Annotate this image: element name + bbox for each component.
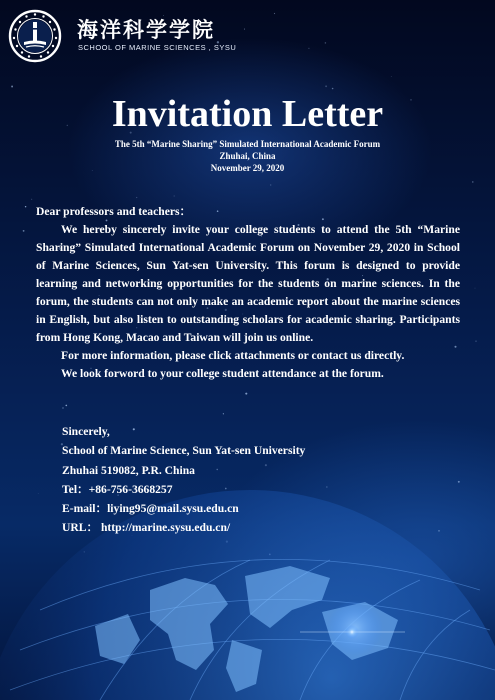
star (326, 486, 327, 487)
star (475, 341, 476, 342)
star (274, 13, 275, 14)
star (31, 199, 32, 200)
star (23, 230, 25, 232)
school-name-chinese: 海洋科学学院 (77, 18, 215, 42)
star (472, 181, 473, 182)
contact-paragraph: For more information, please click attachments or contact us directly. (61, 349, 405, 362)
star (62, 407, 64, 409)
star (391, 76, 392, 77)
signature-block (62, 422, 305, 538)
star (245, 393, 247, 395)
salutation: Dear professors and teachers： (36, 205, 192, 218)
star (438, 530, 439, 531)
forum-date: November 29, 2020 (210, 163, 285, 173)
forum-name: The 5th “Marine Sharing” Simulated International Academic Forum (114, 139, 381, 149)
letter-title: Invitation Letter (111, 93, 384, 135)
star (244, 29, 245, 30)
star (38, 493, 39, 494)
star (325, 42, 327, 44)
school-seal-icon (8, 9, 62, 63)
school-name-english: SCHOOL OF MARINE SCIENCES , SYSU (78, 43, 237, 52)
star (11, 86, 13, 88)
star (65, 405, 67, 407)
sender-name: School of Marine Science, Sun Yat-sen University (62, 444, 306, 458)
star (25, 206, 26, 207)
contact-phone: Tel：+86-756-3668257 (62, 482, 173, 496)
closing-paragraph: We look forword to your college student attendance at the forum. (61, 367, 384, 380)
closing-word: Sincerely, (62, 425, 110, 438)
star (308, 48, 309, 49)
forum-location: Zhuhai, China (219, 151, 276, 161)
star (270, 185, 271, 186)
invitation-paragraph: We hereby sincerely invite your college students to attend the 5th “Marine Sharing” Simulated International Academic Forum on November 29, 2020 in School of Marine Sciences, Sun Yat-sen University. This forum is designed to provide learning and networking opportunities for the students on marine sciences. In the forum, the students can not only make an academic report about the marine sciences in English, but also listen to outstanding scholars for academic sharing. Participants from Hong Kong, Macao and Taiwan will join us online. (36, 223, 460, 344)
star (475, 288, 476, 289)
star (174, 196, 175, 197)
star (332, 88, 334, 90)
contact-email[interactable]: E-mail：liying95@mail.sysu.edu.cn (62, 502, 239, 516)
star (458, 481, 460, 483)
star (136, 197, 137, 198)
star (223, 413, 224, 414)
letter-body (36, 203, 460, 383)
star (325, 85, 327, 87)
sender-address: Zhuhai 519082, P.R. China (62, 463, 195, 477)
website-link[interactable]: URL： http://marine.sysu.edu.cn/ (62, 521, 231, 535)
